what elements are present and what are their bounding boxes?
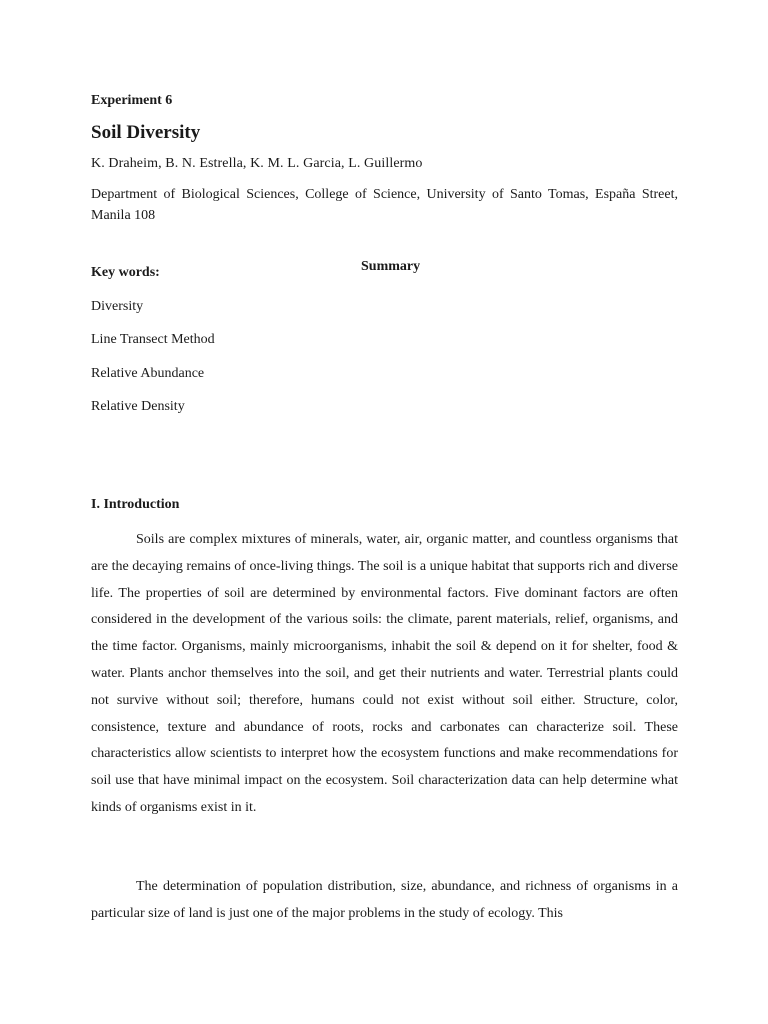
keyword-list [91,298,215,431]
keyword-item: Relative Density [91,398,185,414]
affiliation: Department of Biological Sciences, College of Science, University of Santo Tomas, España Street, Manila 108 [91,187,678,223]
keywords-heading: Key words: [91,265,160,280]
body-paragraph: Soils are complex mixtures of minerals, water, air, organic matter, and countless organisms that are the decaying remains of once-living things. The soil is a unique habitat that supports rich and diverse life. The properties of soil are determined by environmental factors. Five dominant factors are often considered in the development of the various soils: the climate, parent materials, relief, organisms, and the time factor. Organisms, mainly microorganisms, inhabit the soil & depend on it for shelter, food & water. Plants anchor themselves into the soil, and get their nutrients and water. Terrestrial plants could not survive without soil; therefore, humans could not exist without soil either. Structure, color, consistence, texture and abundance of roots, rocks and carbonates can characterize soil. These characteristics allow scientists to interpret how the ecosystem functions and make recommendations for soil use that have minimal impact on the ecosystem. Soil characterization data can help determine what kinds of organisms exist in it. [91,532,678,815]
section-heading-introduction: I. Introduction [91,497,180,512]
summary-heading: Summary [361,259,421,274]
keyword-item: Diversity [91,299,144,314]
document-title: Soil Diversity [91,122,201,143]
author-list: K. Draheim, B. N. Estrella, K. M. L. Garcia, L. Guillermo [91,156,423,171]
keyword-item: Relative Abundance [91,365,205,381]
experiment-label: Experiment 6 [91,93,173,108]
keyword-item: Line Transect Method [91,332,215,348]
body-paragraph: The determination of population distribution, size, abundance, and richness of organisms in a particular size of land is just one of the major problems in the study of ecology. This [91,879,678,921]
